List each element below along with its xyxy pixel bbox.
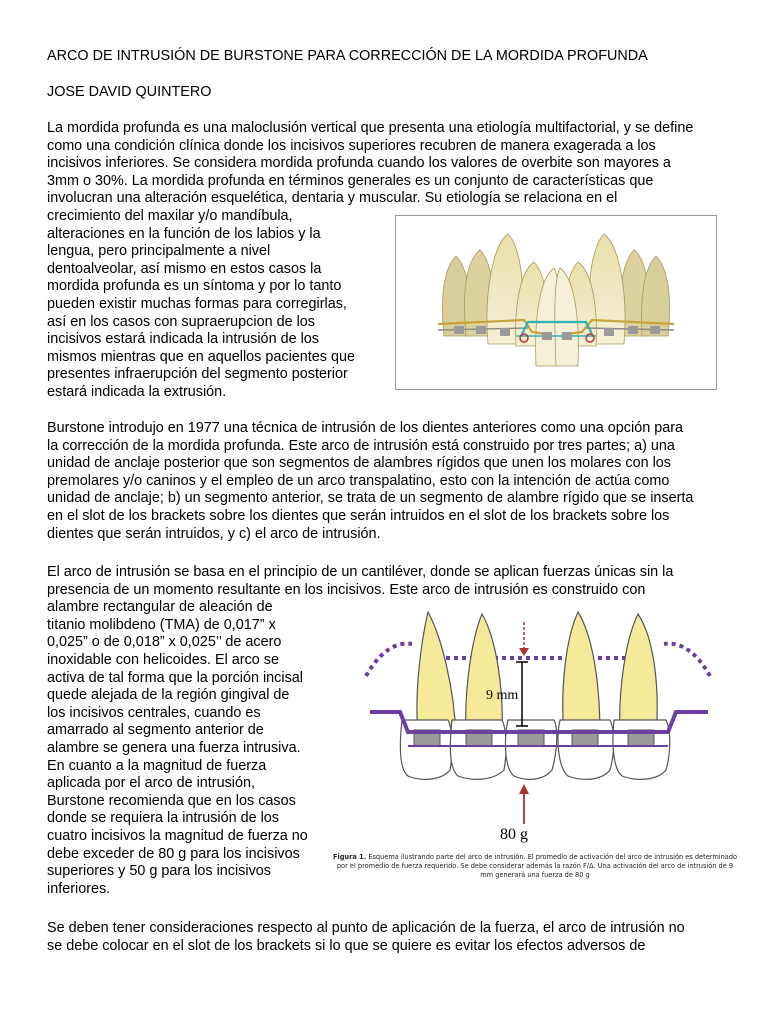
text-line: dientes que serán intruidos, y c) el arco de intrusión. (47, 525, 381, 542)
distance-label: 9 mm (486, 688, 519, 703)
text-line: alambre rectangular de aleación de (47, 599, 273, 616)
text-line: unidad de anclaje posterior que son segmentos de alambres rígidos que unen los molares con los (47, 455, 671, 472)
text-line: Burstone recomienda que en los casos (47, 792, 296, 809)
figure-teeth-photo (395, 215, 717, 390)
text-line: presencia de un momento resultante en los incisivos. Este arco de intrusión es construido con (47, 581, 646, 598)
caption-line-2: por el promedio de fuerza requerido. Se debe considerar además la razón F/Δ. Una activación del arco de intrusión de 9 (336, 862, 734, 870)
text-line: en el slot de los brackets sobre los dientes que serán intruidos en el slot de los brackets sobre los (47, 508, 670, 524)
text-line: mordida profunda es un síntoma y por lo tanto (47, 278, 342, 295)
caption-line-1 (330, 853, 740, 862)
text-line: cuatro incisivos la magnitud de fuerza no (47, 828, 308, 844)
text-line: activa de tal forma que la porción incisal (47, 669, 303, 686)
caption-line-3: mm generará una fuerza de 80 g (480, 871, 590, 879)
text-line: crecimiento del maxilar y/o mandíbula, (47, 208, 293, 224)
text-line: El arco de intrusión se basa en el principio de un cantiléver, donde se aplican fuerzas únicas sin la (47, 564, 674, 580)
text-line: dentoalveolar, así mismo en estos casos la (47, 260, 322, 277)
text-line: como una condición clínica donde los incisivos superiores recubren de manera exagerada a los (47, 137, 656, 154)
text-line: pueden existir muchas formas para corregirlas, (47, 296, 347, 312)
text-line: inferiores. (47, 880, 111, 897)
text-line: Burstone introdujo en 1977 una técnica de intrusión de los dientes anteriores como una opción para (47, 420, 684, 436)
intrusion-arch-diagram (338, 608, 738, 846)
text-line: lengua, pero principalmente a nivel (47, 243, 271, 260)
text-line: En cuanto a la magnitud de fuerza (47, 757, 267, 774)
text-line: superiores y 50 g para los incisivos (47, 863, 271, 880)
force-label: 80 g (500, 826, 528, 843)
text-line: inoxidable con helicoides. El arco se (47, 652, 279, 668)
text-line: premolares y/o caninos y el empleo de un arco transpalatino, esto con la intención de actúa como (47, 472, 670, 489)
text-line: Se deben tener consideraciones respecto al punto de aplicación de la fuerza, el arco de intrusión no (47, 920, 685, 936)
author-name: JOSE DAVID QUINTERO (47, 84, 212, 100)
text-line: la corrección de la mordida profunda. Este arco de intrusión está construido por tres partes; a) una (47, 437, 675, 454)
caption-text: Esquema ilustrando parte del arco de intrusión. El promedio de activación del arco de intrusión es determinado (366, 853, 738, 861)
text-line: incisivos inferiores. Se considera mordida profunda cuando los valores de overbite son mayores a (47, 155, 671, 172)
caption-label: Figura 1. (332, 853, 367, 861)
text-line: mismos mientras que en aquellos pacientes que (47, 348, 355, 365)
text-line: involucran una alteración esquelética, dentaria y muscular. Su etiología se relaciona en el (47, 190, 618, 207)
text-line: los incisivos centrales, cuando es (47, 704, 261, 721)
text-line: 3mm o 30%. La mordida profunda en términos generales es un conjunto de características que (47, 172, 654, 189)
text-line: donde se requiera la intrusión de los (47, 810, 279, 827)
text-line: 0,025” o de 0,018” x 0,025’’ de acero (47, 634, 282, 651)
figure-intrusion-schematic (338, 608, 738, 846)
text-line: presentes infraerupción del segmento posterior (47, 366, 348, 383)
text-line: alteraciones en la función de los labios y la (47, 225, 321, 242)
text-line: así en los casos con supraerupcion de los (47, 313, 315, 330)
text-line: debe exceder de 80 g para los incisivos (47, 845, 300, 862)
text-line: La mordida profunda es una maloclusión vertical que presenta una etiología multifactorial, y se define (47, 120, 694, 136)
text-line: aplicada por el arco de intrusión, (47, 775, 255, 792)
text-line: amarrado al segmento anterior de (47, 722, 264, 739)
text-line: quede alejada de la región gingival de (47, 687, 290, 704)
text-line: unidad de anclaje; b) un segmento anterior, se trata de un segmento de alambre rígido que se inserta (47, 490, 694, 507)
text-line: alambre se genera una fuerza intrusiva. (47, 740, 301, 756)
document-title: ARCO DE INTRUSIÓN DE BURSTONE PARA CORRECCIÓN DE LA MORDIDA PROFUNDA (47, 48, 648, 64)
text-line: incisivos estará indicada la intrusión de los (47, 331, 319, 348)
text-line: titanio molibdeno (TMA) de 0,017” x (47, 616, 276, 633)
text-line: se debe colocar en el slot de los brackets si lo que se quiere es evitar los efectos adversos de (47, 937, 646, 954)
text-line: estará indicada la extrusión. (47, 384, 227, 400)
teeth-photo-illustration (396, 216, 716, 389)
